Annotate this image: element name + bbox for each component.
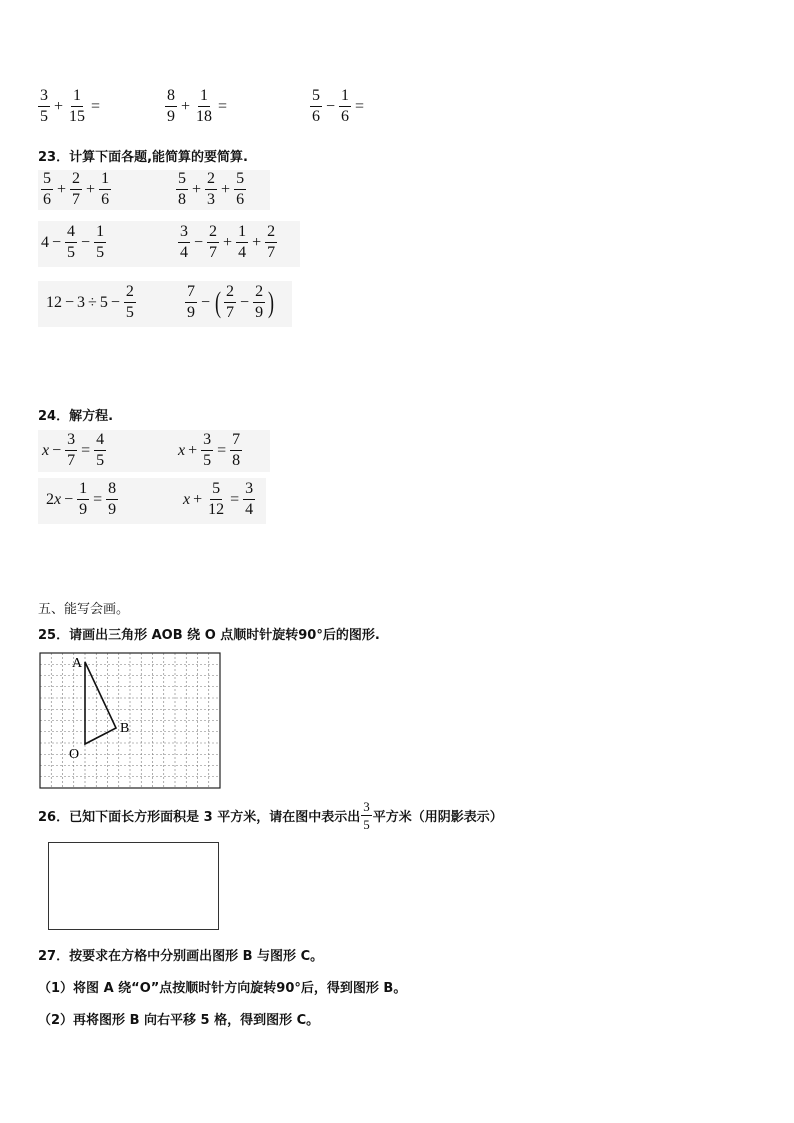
fraction: $\frac{3}{4}$ [180, 223, 188, 261]
q24-equation-4: x + $\frac{5}{12}$ = $\frac{3}{4}$ [183, 480, 254, 518]
fraction: $\frac{8}{9}$ [108, 480, 117, 518]
q24-equation-3: 2 x − $\frac{1}{9}$ = $\frac{8}{9}$ [46, 480, 117, 518]
fraction: $\frac{4}{5}$ [96, 431, 105, 469]
q24-equation-2: x + $\frac{3}{5}$ = $\frac{7}{8}$ [178, 431, 241, 469]
q23-problem-4: $\frac{3}{4}$ − $\frac{2}{7}$ + $\frac{1}{4}$ + $\frac{2}{7}$ [180, 223, 276, 261]
q27-step-2: （2）再将图形 B 向右平移 5 格，得到图形 C。 [38, 1013, 320, 1028]
q23-problem-3: 4 − $\frac{4}{5}$ − $\frac{1}{5}$ [41, 223, 105, 261]
fraction: $\frac{5}{6}$ [43, 170, 51, 208]
fraction: $\frac{5}{12}$ [208, 480, 225, 518]
fraction: $\frac{2}{7}$ [209, 223, 218, 261]
expr-top-1: $\frac{3}{5}$ + $\frac{1}{15}$ = [40, 87, 101, 125]
grid-lines [40, 653, 220, 788]
fraction: $\frac{2}{3}$ [207, 170, 216, 208]
fraction: $\frac{4}{5}$ [67, 223, 76, 261]
fraction: $\frac{5}{6}$ [236, 170, 245, 208]
fraction: $\frac{5}{8}$ [178, 170, 186, 208]
q23-title: 23．计算下面各题,能简算的要简算. [38, 150, 248, 165]
fraction: $\frac{5}{6}$ [312, 87, 320, 125]
fraction: $\frac{1}{5}$ [96, 223, 105, 261]
fraction: $\frac{2}{5}$ [125, 283, 134, 321]
label-o: O [69, 747, 80, 762]
fraction: $\frac{3}{5}$ [203, 431, 212, 469]
q23-problem-1: $\frac{5}{6}$ + $\frac{2}{7}$ + $\frac{1}{6}$ [43, 170, 110, 208]
fraction: $\frac{3}{5}$ [363, 799, 370, 832]
fraction: $\frac{1}{6}$ [101, 170, 110, 208]
q25-title: 25．请画出三角形 AOB 绕 O 点顺时针旋转90°后的图形. [38, 628, 380, 643]
fraction: $\frac{1}{9}$ [79, 480, 88, 518]
q27-step-1: （1）将图 A 绕“O”点按顺时针方向旋转90°后，得到图形 B。 [38, 981, 407, 996]
left-paren: ( [215, 285, 222, 319]
fraction: $\frac{1}{6}$ [341, 87, 350, 125]
expr-top-3: $\frac{5}{6}$ − $\frac{1}{6}$ = [312, 87, 365, 125]
q23-problem-6: $\frac{7}{9}$ − ( $\frac{2}{7}$ − $\frac{2}{9}$ ) [187, 283, 275, 321]
fraction: $\frac{3}{5}$ [40, 87, 48, 125]
right-paren: ) [268, 285, 275, 319]
label-b: B [120, 721, 130, 736]
q23-problem-2: $\frac{5}{8}$ + $\frac{2}{3}$ + $\frac{5}{6}$ [178, 170, 245, 208]
q23-problem-5: 12 − 3 ÷ 5 − $\frac{2}{5}$ [46, 283, 134, 321]
q27-title: 27．按要求在方格中分别画出图形 B 与图形 C。 [38, 949, 324, 964]
rectangle-area[interactable] [48, 842, 219, 930]
q24-title: 24．解方程. [38, 409, 114, 424]
fraction: $\frac{3}{4}$ [245, 480, 254, 518]
fraction: $\frac{1}{4}$ [238, 223, 247, 261]
fraction: $\frac{1}{15}$ [69, 87, 86, 125]
q26-title: 26．已知下面长方形面积是 3 平方米，请在图中表示出 $\frac{3}{5}$ 平方米（用阴影表示） [38, 799, 503, 832]
section-5-title: 五、能写会画。 [38, 602, 130, 617]
fraction: $\frac{2}{7}$ [226, 283, 235, 321]
expr-top-2: $\frac{8}{9}$ + $\frac{1}{18}$ = [167, 87, 228, 125]
fraction: $\frac{2}{7}$ [72, 170, 81, 208]
label-a: A [72, 656, 83, 671]
fraction: $\frac{2}{7}$ [267, 223, 276, 261]
fraction: $\frac{7}{9}$ [187, 283, 195, 321]
fraction: $\frac{2}{9}$ [255, 283, 264, 321]
fraction: $\frac{7}{8}$ [232, 431, 241, 469]
q24-equation-1: x − $\frac{3}{7}$ = $\frac{4}{5}$ [42, 431, 105, 469]
fraction: $\frac{3}{7}$ [67, 431, 76, 469]
fraction: $\frac{8}{9}$ [167, 87, 175, 125]
fraction: $\frac{1}{18}$ [196, 87, 213, 125]
grid-figure [39, 652, 222, 790]
